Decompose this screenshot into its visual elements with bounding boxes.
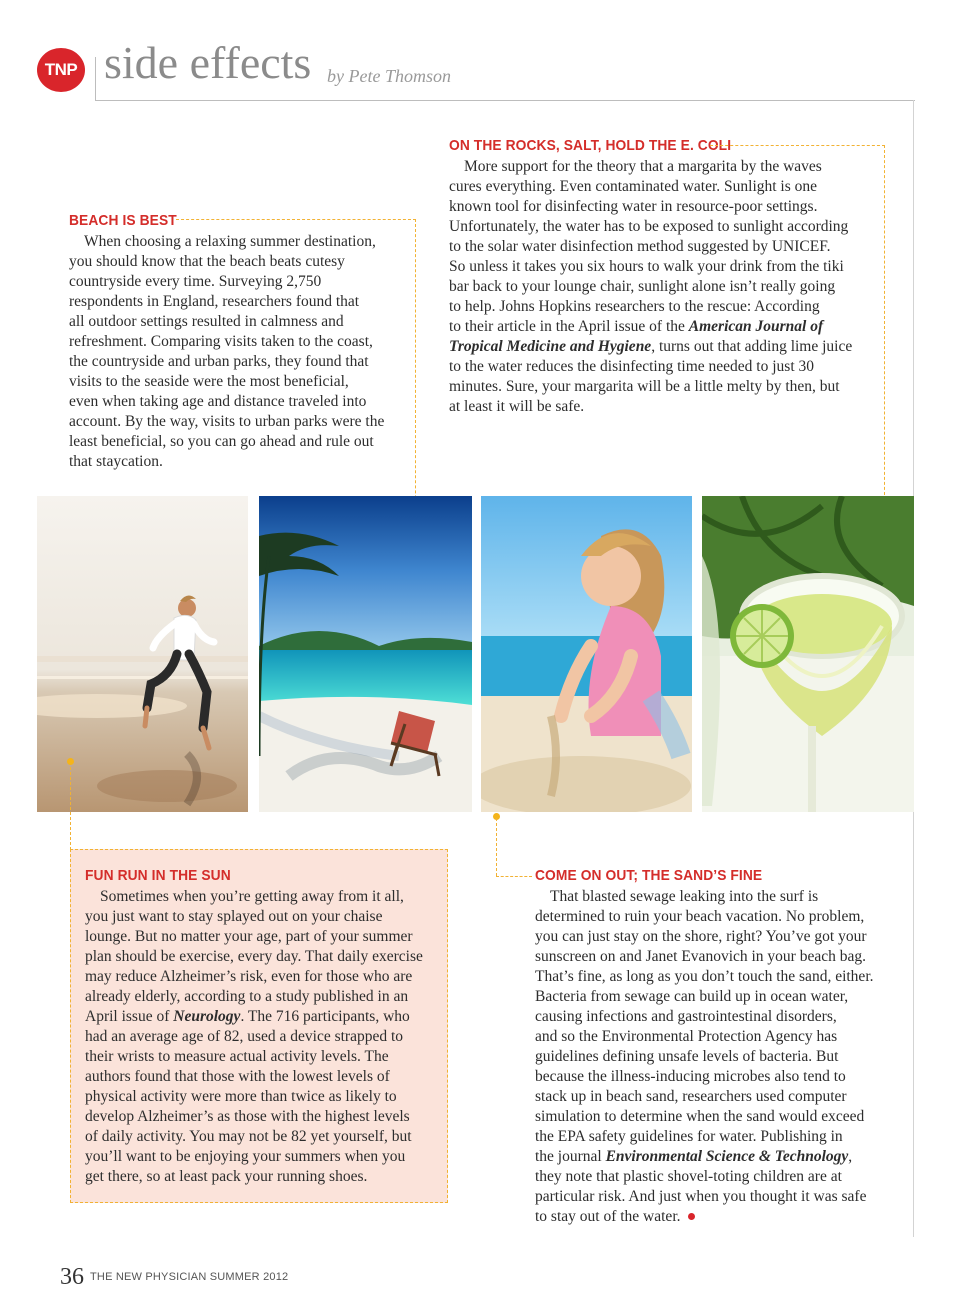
- journal-title-est: Environmental Science & Technology: [605, 1148, 849, 1165]
- connector-sand-v: [496, 818, 497, 876]
- header-divider-vertical: [95, 57, 96, 101]
- journal-title-neurology: Neurology: [173, 1008, 241, 1025]
- journal-title-ajtmh-1: American Journal of: [688, 318, 824, 335]
- connector-funrun-v: [70, 762, 71, 850]
- photo-margarita: [702, 496, 914, 812]
- connector-sand-h: [496, 876, 532, 877]
- article-heading-beach: BEACH IS BEST: [69, 212, 177, 229]
- article-body-sand: That blasted sewage leaking into the surf is determined to ruin your beach vacation. No problem, you can just stay on the shore, right? You’ve got your sunscreen on and Janet Evanovich in your beach bag. That’s fine, as long as you don’t touch the sand, either. Bacteria from sewage can build up in ocean water, causing infections and gastrointestinal disorders, and so the Environmental Protection Agency has guidelines defining unsafe levels of bacteria. But because the illness-inducing microbes also tend to stack up in beach sand, researchers used computer simulation to determine when the sand would exceed the EPA safety guidelines for water. Publishing in the journal Environmental Science & Technology, they note that plastic shovel-toting children are at particular risk. And just when you thought it was safe to stay out of the water.: [535, 888, 874, 1225]
- end-of-article-mark: [688, 1213, 695, 1220]
- connector-dot-funrun: [67, 758, 74, 765]
- header-divider-horizontal: [95, 100, 915, 101]
- article-body-rocks: More support for the theory that a margarita by the waves cures everything. Even contaminated water. Sunlight is one known tool for disinfecting water in resource-poor settings. Unfortunately, the water has to be exposed to sunlight according to the solar water disinfection method suggested by UNICEF. So unless it takes you six hours to walk your drink from the tiki bar back to your lounge chair, sunlight alone isn’t really going to help. Johns Hopkins researchers to the rescue: According to their article in the April issue of the American Journal of Tropical Medicine and Hygiene, turns out that adding lime juice to the water reduces the disinfecting time needed to just 30 minutes. Sure, your margarita will be a little melty by then, but at least it will be safe.: [449, 158, 853, 415]
- article-body-funrun: Sometimes when you’re getting away from it all, you just want to stay splayed out on your chaise lounge. But no matter your age, part of your summer plan should be exercise, every day. That daily exercise may reduce Alzheimer’s risk, even for those who are already elderly, according to a study published in an April issue of Neurology. The 716 participants, who had an average age of 82, used a device strapped to their wrists to measure actual activity levels. The authors found that those with the lowest levels of physical activity were more than twice as likely to develop Alzheimer’s as those with the highest levels of daily activity. You may not be 82 yet yourself, but you’ll want to be enjoying your summers when you get there, so at least pack your running shoes.: [85, 888, 423, 1185]
- connector-beach-h: [176, 219, 416, 220]
- tnp-logo: TNP: [37, 48, 85, 92]
- photo-tropical-beach: [259, 496, 472, 812]
- journal-title-ajtmh-2: Tropical Medicine and Hygiene: [449, 338, 652, 355]
- article-heading-rocks: ON THE ROCKS, SALT, HOLD THE E. COLI: [449, 137, 732, 154]
- section-title: side effects: [104, 37, 312, 88]
- article-heading-funrun: FUN RUN IN THE SUN: [85, 867, 231, 884]
- page-number: 36: [60, 1264, 84, 1290]
- photo-girl-in-sand: [481, 496, 692, 812]
- article-heading-sand: COME ON OUT; THE SAND’S FINE: [535, 867, 763, 884]
- connector-rocks-h: [710, 145, 885, 146]
- article-body-beach: When choosing a relaxing summer destination, you should know that the beach beats cutesy countryside every time. Surveying 2,750 respondents in England, researchers found that all outdoor settings resulted in calmness and refreshment. Comparing visits taken to the coast, the countryside and urban parks, they found that visits to the seaside were the most beneficial, even when taking age and distance traveled into account. By the way, visits to urban parks were the least beneficial, so you can go ahead and rule out that staycation.: [69, 233, 385, 470]
- footer-publication: THE NEW PHYSICIAN SUMMER 2012: [90, 1271, 289, 1283]
- byline: by Pete Thomson: [327, 66, 451, 86]
